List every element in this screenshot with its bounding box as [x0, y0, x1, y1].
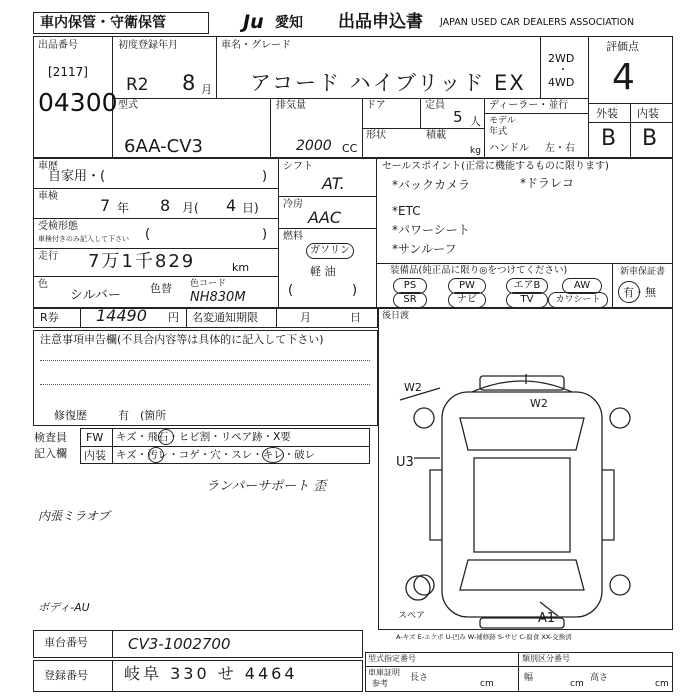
roof-panel — [474, 458, 570, 552]
equipment-leather-seat: カワシート — [548, 292, 608, 308]
registration-month-unit: 月 — [201, 83, 212, 96]
notes-line — [40, 360, 370, 361]
name-change-month: 月 — [300, 311, 311, 324]
spare-label: スペア — [398, 611, 426, 621]
equipment-sr: SR — [393, 292, 427, 308]
warranty-options: 有・無 — [623, 286, 656, 299]
grid-line — [365, 666, 673, 667]
name-change-day: 日 — [350, 311, 361, 324]
grid-line — [216, 36, 217, 98]
damage-mark: W2 — [530, 397, 548, 410]
plate-value: 岐阜 330 せ 4464 — [124, 664, 298, 683]
receive-open: ( — [145, 227, 151, 242]
grid-line — [630, 103, 631, 158]
grid-line — [112, 630, 113, 658]
grid-line — [112, 428, 113, 464]
grid-line — [420, 98, 421, 128]
receive-close: ) — [262, 227, 268, 242]
mileage-unit: km — [232, 261, 250, 274]
equipment-airbag: エアB — [506, 278, 548, 294]
receive-note: 車検付きのみ記入して下さい — [38, 235, 129, 243]
equipment-tv: TV — [506, 292, 548, 308]
notes-label: 注意事項申告欄(不具合内容等は具体的に記入して下さい) — [40, 333, 324, 346]
registration-year: R2 — [126, 75, 149, 95]
grid-line — [484, 98, 485, 158]
width-unit: cm — [570, 679, 584, 689]
damage-mark: U3 — [396, 455, 414, 470]
exterior-value: B — [601, 126, 617, 151]
ju-logo: Ju — [243, 11, 264, 33]
grid-line — [362, 128, 484, 129]
drive-4wd: 4WD — [548, 76, 575, 89]
selling-point: *ETC — [392, 204, 421, 218]
rear-window — [460, 560, 584, 590]
note-bumper: ランパーサポート 歪 — [206, 479, 327, 494]
damage-mark: A1 — [538, 611, 556, 626]
recycle-value: 14490 — [96, 306, 147, 325]
grid-line — [33, 248, 278, 249]
drive-sep: ・ — [558, 65, 568, 76]
receive-label: 受検形態 — [38, 221, 78, 232]
windshield — [460, 418, 584, 450]
width-label: 幅 — [524, 673, 534, 683]
load-unit: kg — [470, 146, 481, 156]
form-title: 出品申込書 — [338, 12, 423, 32]
mark-circle — [262, 447, 284, 463]
inspector-row1: キズ・飛石・ヒビ割・リペア跡・X要 — [116, 431, 291, 443]
note-interior: 内張ミラオブ — [38, 509, 110, 523]
displacement-value: 2000 — [296, 138, 332, 154]
history-label: 車歴 — [38, 161, 58, 172]
displacement-unit: CC — [342, 142, 358, 155]
notes-line — [40, 384, 370, 385]
handle-label: ハンドル — [489, 143, 529, 154]
grid-line — [376, 263, 673, 264]
history-close: ) — [262, 169, 268, 184]
grid-line — [33, 218, 278, 219]
shaken-year: 7 — [100, 196, 111, 215]
shaken-label: 車検 — [38, 191, 58, 202]
grid-line — [276, 308, 277, 328]
shaken-day-unit: 日) — [242, 201, 259, 215]
grid-line — [540, 36, 541, 98]
wheel-front-left — [414, 408, 434, 428]
capacity-label: 定員 — [425, 100, 445, 111]
association-name: JAPAN USED CAR DEALERS ASSOCIATION — [440, 17, 635, 28]
aircon-label: 冷房 — [283, 199, 303, 210]
mark-circle — [148, 447, 164, 463]
grid-line — [588, 122, 673, 123]
grid-line — [186, 308, 187, 328]
capacity-value: 5 — [453, 108, 463, 126]
doors-label: ドア — [366, 100, 386, 111]
capacity-unit: 人 — [470, 115, 481, 128]
name-change-label: 名変通知期限 — [192, 311, 258, 324]
car-body-outline — [442, 392, 602, 617]
grid-line — [112, 660, 113, 692]
warranty-label: 新車保証書 — [620, 267, 666, 277]
length-unit: cm — [480, 679, 494, 689]
grid-line — [484, 113, 588, 114]
garage-label: 車庫証明 — [368, 668, 400, 677]
spare-wheel — [406, 576, 430, 600]
ref-label: 参考 — [372, 679, 388, 688]
equipment-navi: ナビ — [448, 292, 486, 308]
shift-value: AT. — [322, 174, 345, 193]
repair-label: 修復歴 — [54, 409, 87, 422]
grid-line — [278, 158, 279, 308]
history-value: 自家用・( — [48, 169, 106, 184]
grid-line — [278, 228, 376, 229]
model-value: 6AA-CV3 — [124, 136, 204, 157]
recycle-unit: 円 — [168, 311, 179, 324]
lot-label: 出品番号 — [38, 40, 78, 51]
fuel-close: ) — [352, 283, 358, 298]
handle-options: 左・右 — [545, 143, 575, 154]
mileage-label: 走行 — [38, 251, 58, 262]
shift-label: シフト — [283, 161, 313, 172]
shaken-month-unit: 月( — [182, 201, 199, 215]
chassis-value: CV3-1002700 — [128, 635, 231, 653]
equipment-label: 装備品(純正品に限り◎をつけてください) — [390, 265, 568, 276]
load-label: 積載 — [426, 130, 446, 141]
rating-label: 評価点 — [606, 40, 639, 53]
color-code-label: 色コード — [190, 279, 227, 289]
aircon-value: AAC — [308, 208, 342, 227]
registration-month: 8 — [182, 71, 196, 95]
note-body: ボディ-AU — [38, 601, 90, 614]
shaken-day: 4 — [226, 196, 237, 215]
wheel-rear-right — [610, 575, 630, 595]
rating-value: 4 — [612, 57, 635, 98]
car-name-label: 車名・グレード — [221, 40, 291, 51]
grid-line — [588, 36, 589, 158]
grid-line — [278, 196, 376, 197]
equipment-ps: PS — [393, 278, 427, 294]
grid-line — [112, 98, 588, 99]
interior-label: 内装 — [637, 107, 659, 120]
grid-line — [270, 98, 271, 158]
shaken-year-unit: 年 — [117, 201, 130, 215]
equipment-pw: PW — [448, 278, 486, 294]
registration-label: 初度登録年月 — [118, 40, 178, 51]
mark-circle — [158, 429, 174, 445]
model-year-label: モデル — [489, 116, 516, 126]
year-label: 年式 — [489, 127, 508, 137]
height-unit: cm — [655, 679, 669, 689]
color-code-value: NH830M — [190, 290, 246, 305]
plate-label: 登録番号 — [44, 669, 88, 682]
grid-line — [33, 188, 278, 189]
chassis-label: 車台番号 — [44, 636, 88, 649]
door-right — [602, 470, 614, 540]
car-name-value: アコード ハイブリッド EX — [250, 71, 526, 95]
length-label: 長さ — [410, 673, 429, 683]
inspector-fw: FW — [86, 431, 104, 444]
grid-line — [518, 652, 519, 692]
inspector-label-1: 検査員 — [34, 431, 67, 444]
inspector-interior: 内装 — [84, 449, 106, 462]
dealer-label: ディーラー・並行 — [489, 100, 569, 111]
color-value: シルバー — [70, 288, 121, 303]
inspector-row2: キズ・汚レ・コゲ・穴・スレ・キレ・破レ — [116, 449, 316, 461]
damage-legend: A-キズ E-エクボ U-凹み W-補修跡 S-サビ C-腐食 XX-交換済 — [396, 633, 572, 641]
selling-point: *バックカメラ — [392, 178, 471, 192]
color-change-label: 色替 — [150, 282, 172, 295]
fuel-diesel: 軽 油 — [310, 265, 336, 278]
fuel-label: 燃料 — [283, 231, 303, 242]
exterior-label: 外装 — [596, 107, 618, 120]
grid-line — [612, 263, 613, 308]
car-diagram — [380, 340, 672, 630]
damage-mark: W2 — [404, 381, 422, 394]
warranty-yes-circle — [618, 281, 640, 303]
shape-label: 形状 — [366, 130, 386, 141]
ju-logo-text: 愛知 — [275, 15, 303, 31]
color-label: 色 — [38, 279, 48, 290]
selling-point: *サンルーフ — [392, 242, 457, 256]
fuel-gasoline: ガソリン — [306, 243, 354, 259]
grid-line — [80, 446, 370, 447]
selling-point: *ドラレコ — [520, 176, 575, 190]
model-label: 型式 — [118, 100, 138, 111]
rear-label: 後日渡 — [382, 311, 410, 321]
repair-value: 有 — [118, 409, 129, 422]
lot-number: 04300 — [38, 88, 118, 117]
height-label: 高さ — [590, 673, 609, 683]
grid-line — [80, 308, 81, 328]
repair-place: (箇所 — [140, 409, 167, 422]
mileage-value: 7万1千829 — [88, 251, 196, 272]
class-label: 類別区分番号 — [522, 654, 570, 663]
displacement-label: 排気量 — [276, 100, 306, 111]
shaken-month: 8 — [160, 196, 171, 215]
inspector-label-2: 記入欄 — [34, 447, 67, 460]
drive-2wd: 2WD — [548, 52, 575, 65]
wheel-front-right — [610, 408, 630, 428]
grid-line — [33, 276, 278, 277]
selling-point: *パワーシート — [392, 223, 470, 237]
front-bumper — [480, 376, 564, 390]
fuel-open: ( — [288, 283, 294, 298]
interior-value: B — [642, 126, 658, 151]
lot-sub: [2117] — [48, 65, 88, 79]
door-left — [430, 470, 442, 540]
equipment-aw: AW — [562, 278, 602, 294]
selling-points-label: セールスポイント(正常に機能するものに限ります) — [382, 161, 609, 172]
storage-badge-text: 車内保管・守衛保管 — [40, 15, 166, 31]
type-approval-label: 型式指定番号 — [368, 654, 416, 663]
grid-line — [376, 158, 377, 308]
recycle-label: R券 — [40, 311, 59, 324]
